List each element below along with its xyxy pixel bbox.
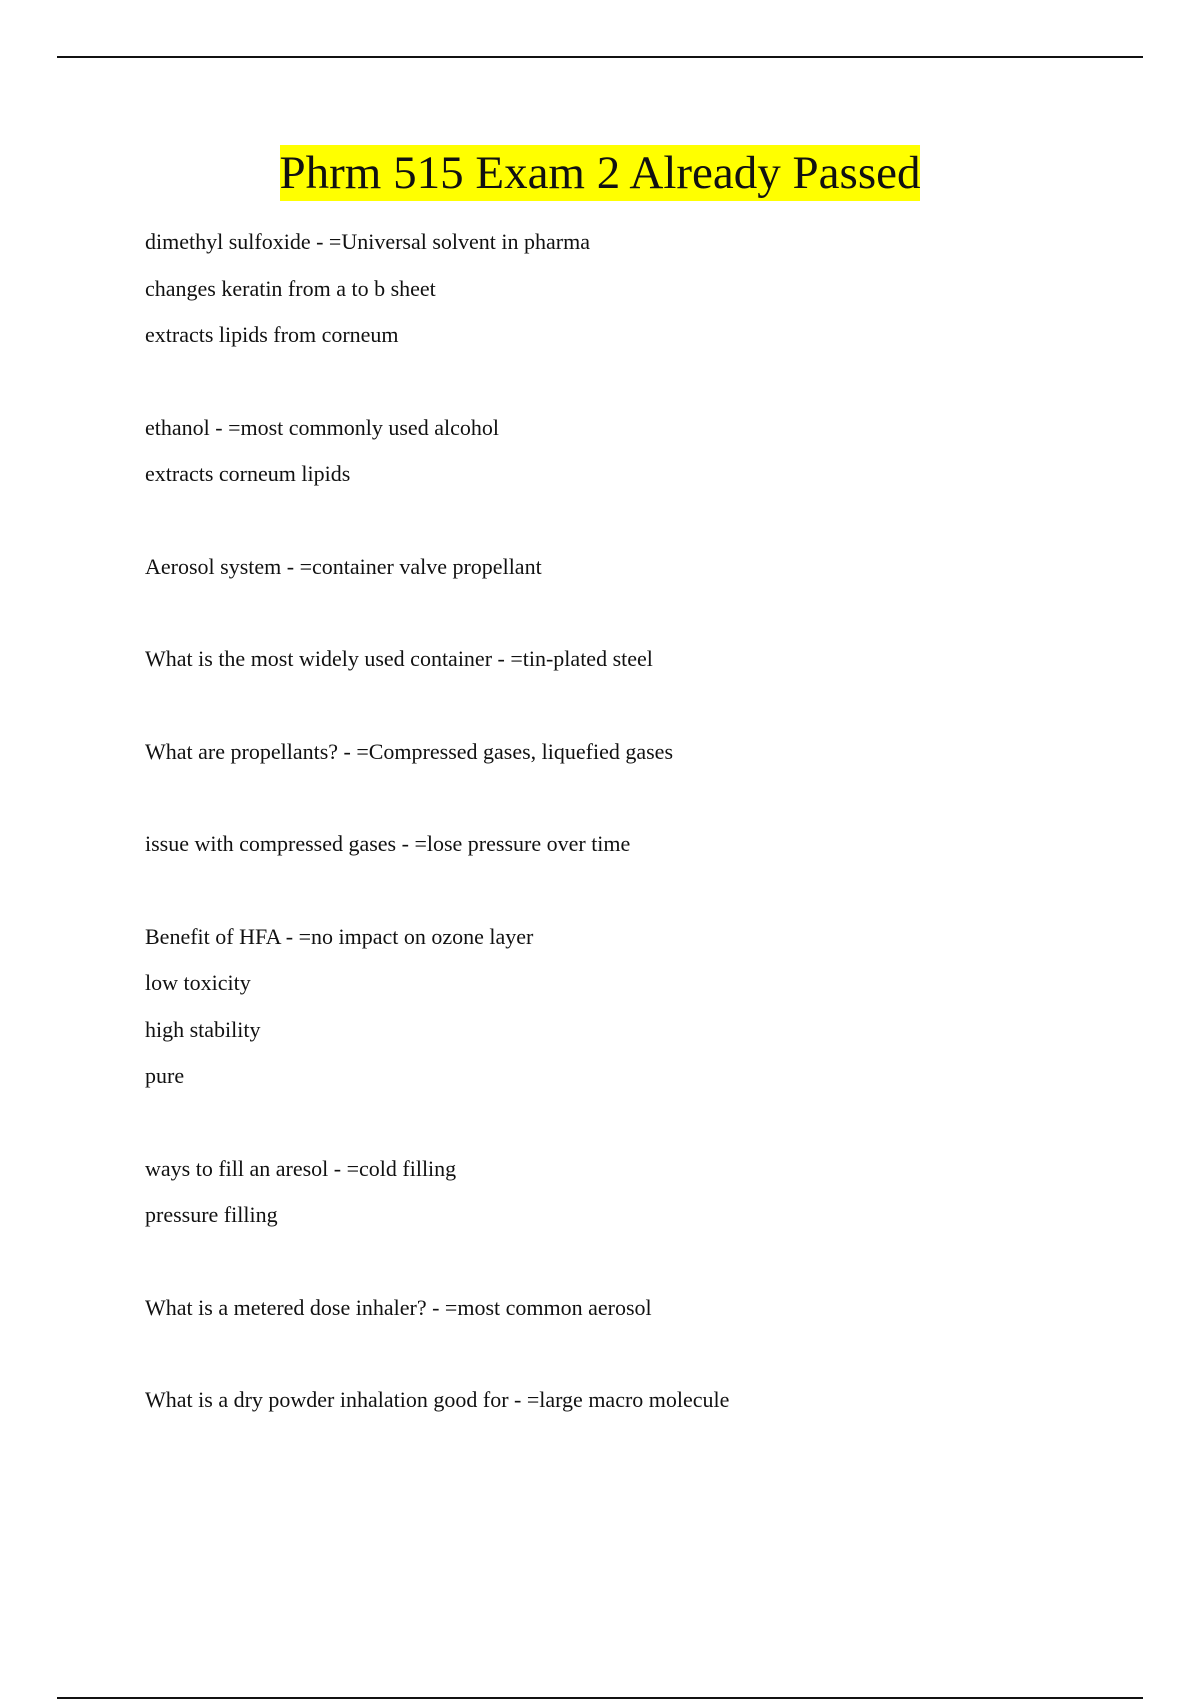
entry-line: extracts corneum lipids <box>145 461 351 486</box>
entry-compressed-gases <box>145 821 1105 868</box>
entry-line: pure <box>145 1063 185 1088</box>
entry-propellants <box>145 729 1105 776</box>
entry-ethanol <box>145 405 1105 498</box>
entry-line: What is the most widely used container - =tin-plated steel <box>145 646 653 671</box>
entry-dry-powder-inhalation <box>145 1377 1105 1424</box>
entry-hfa-benefit <box>145 914 1105 1100</box>
entry-aerosol-system <box>145 544 1105 591</box>
entry-line: ethanol - =most commonly used alcohol <box>145 414 499 440</box>
entry-line: high stability <box>145 1016 261 1042</box>
document-title: Phrm 515 Exam 2 Already Passed <box>279 147 921 199</box>
entry-filling <box>145 1146 1105 1239</box>
entry-line: low toxicity <box>145 970 251 995</box>
entry-dimethyl-sulfoxide <box>145 219 1105 359</box>
entry-line: What is a dry powder inhalation good for - =large macro molecule <box>145 1387 730 1412</box>
entry-line: pressure filling <box>145 1202 278 1227</box>
top-rule <box>57 56 1143 58</box>
entry-line: changes keratin from a to b sheet <box>145 275 436 301</box>
title-container <box>0 145 1200 201</box>
document-body <box>145 219 1105 1470</box>
entry-container <box>145 636 1105 683</box>
entry-line: What is a metered dose inhaler? - =most common aerosol <box>145 1294 652 1320</box>
entry-line: What are propellants? - =Compressed gases, liquefied gases <box>145 738 674 764</box>
entry-line: extracts lipids from corneum <box>145 322 399 347</box>
bottom-rule <box>57 1697 1143 1699</box>
entry-line: Benefit of HFA - =no impact on ozone layer <box>145 923 534 949</box>
entry-metered-dose-inhaler <box>145 1285 1105 1332</box>
entry-line: ways to fill an aresol - =cold filling <box>145 1155 457 1181</box>
entry-line: Aerosol system - =container valve propellant <box>145 553 542 579</box>
entry-line: issue with compressed gases - =lose pressure over time <box>145 831 631 856</box>
entry-line: dimethyl sulfoxide - =Universal solvent in pharma <box>145 229 590 254</box>
